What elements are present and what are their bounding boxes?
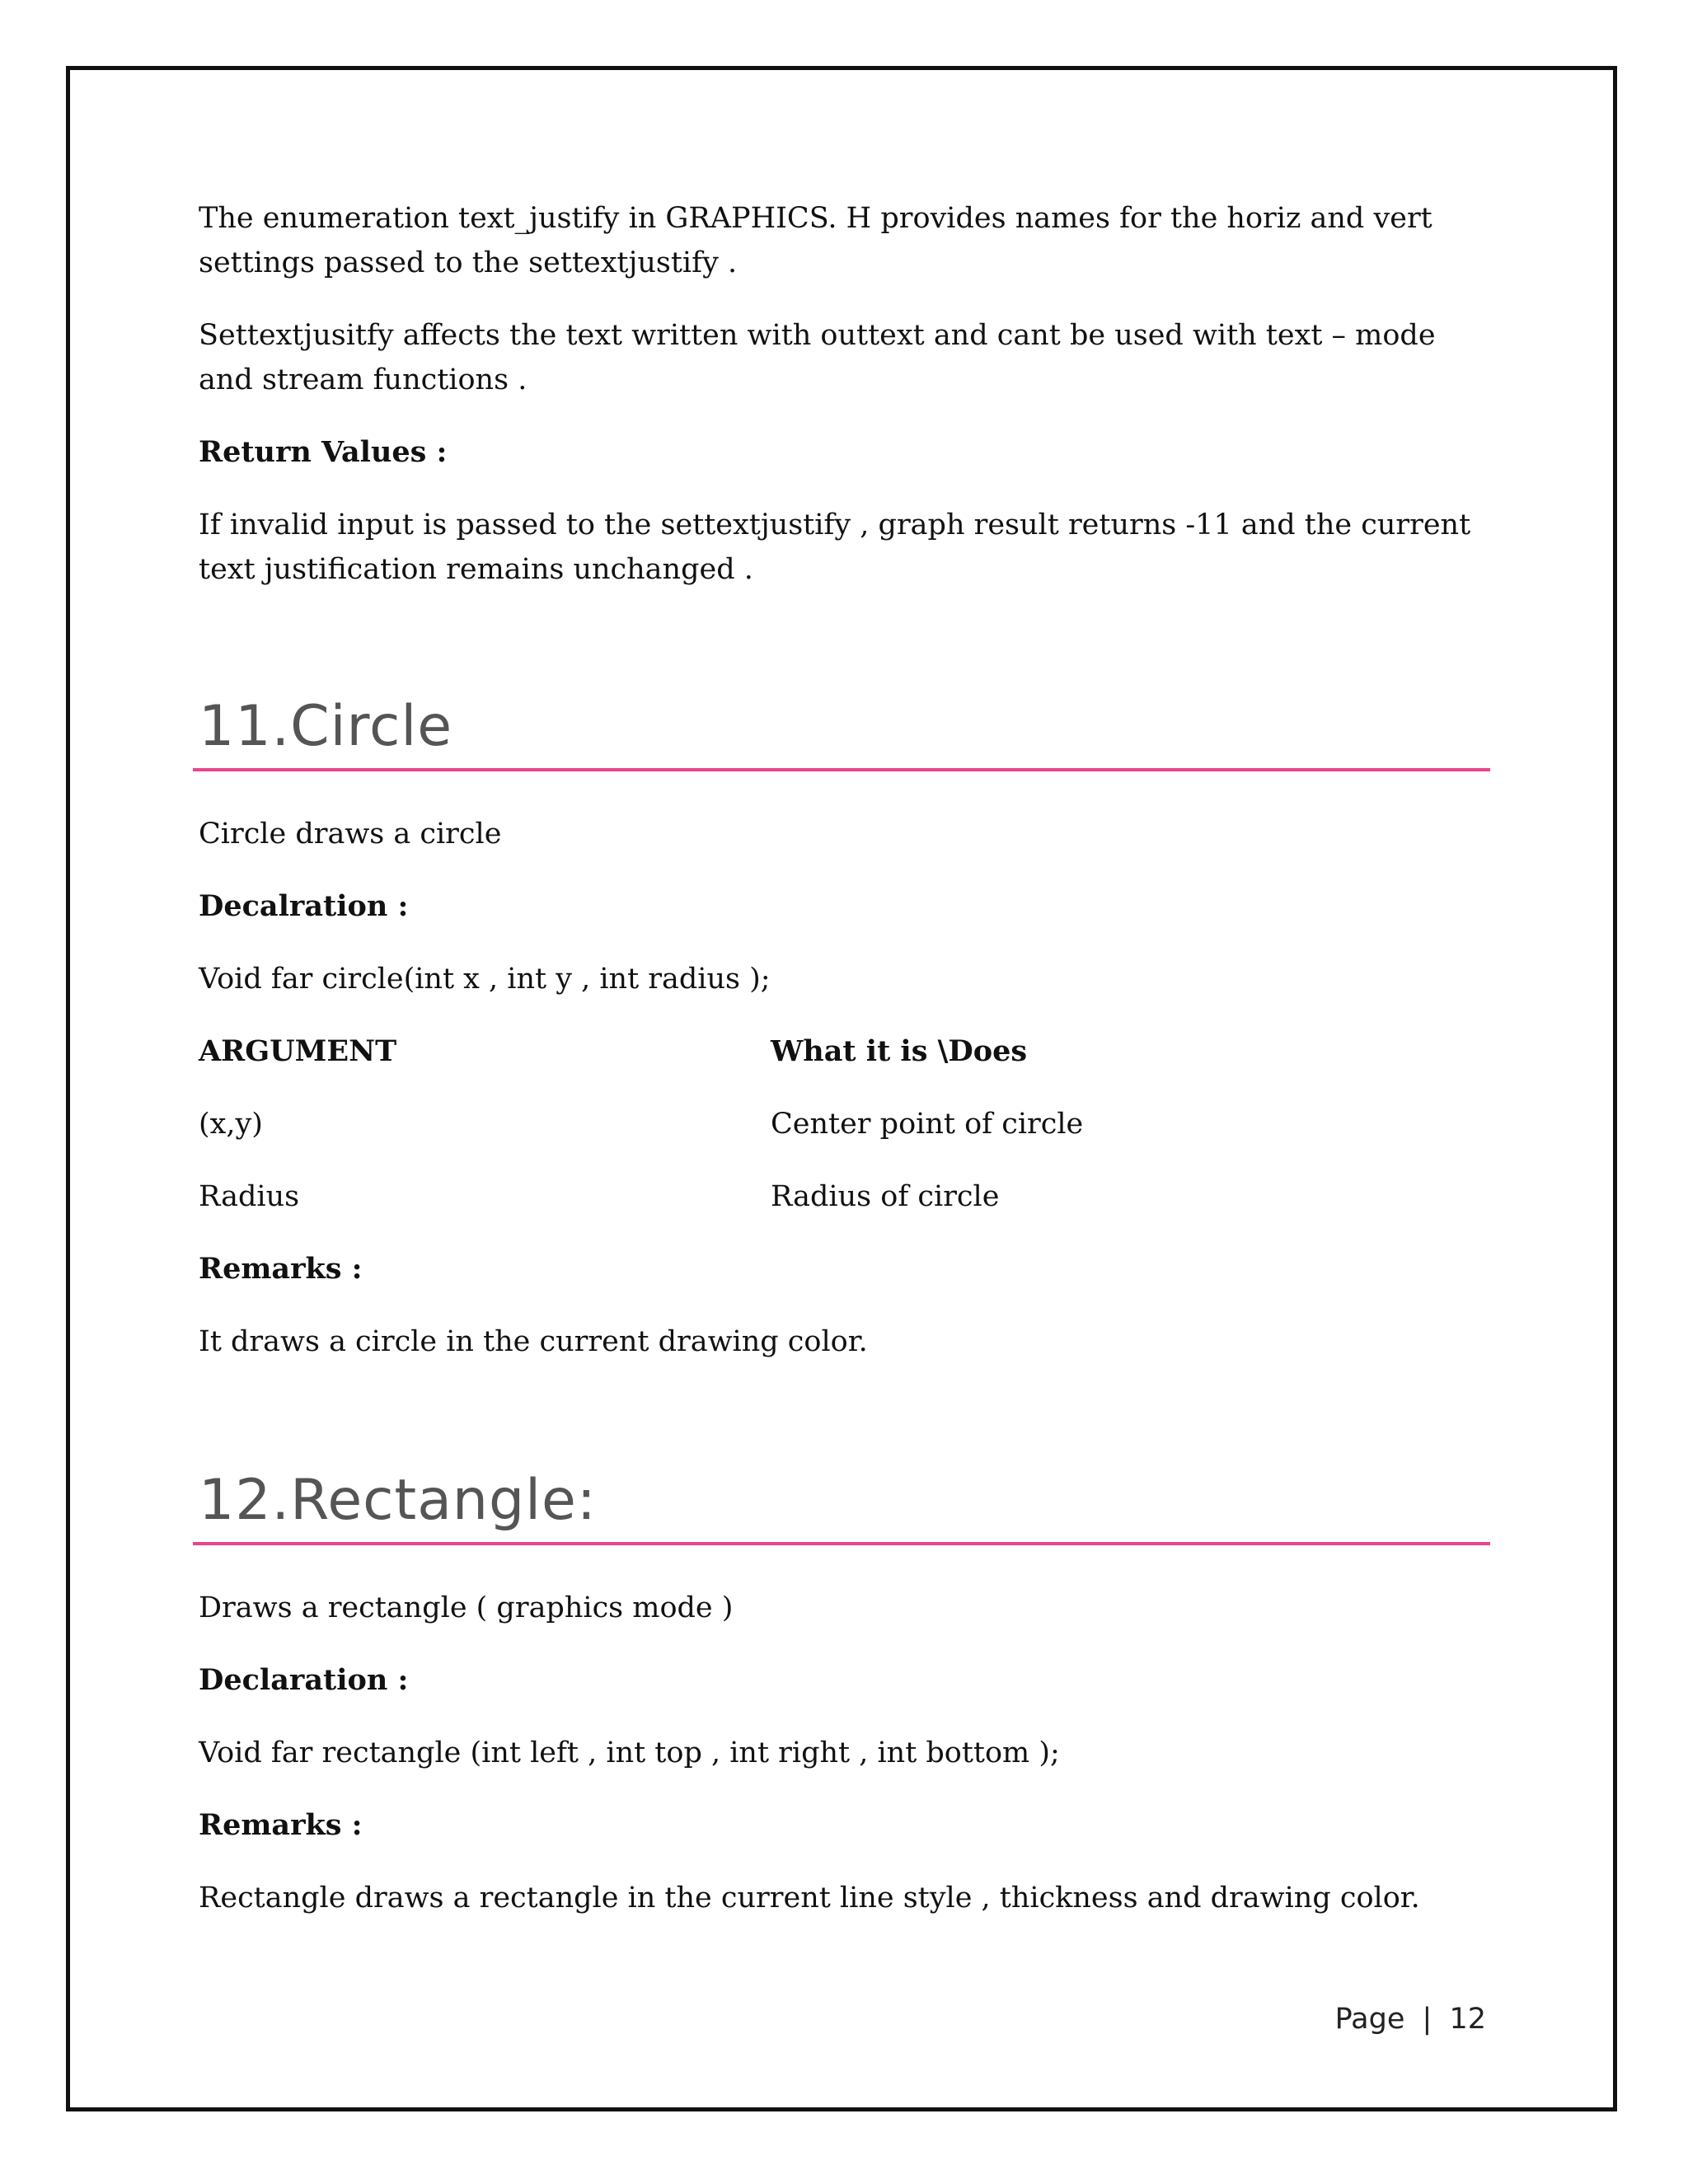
circle-declaration-heading: Decalration : bbox=[199, 889, 409, 923]
argument-cell: Radius bbox=[199, 1180, 300, 1213]
argument-cell: (x,y) bbox=[199, 1108, 263, 1141]
circle-remarks: It draws a circle in the current drawing color. bbox=[199, 1325, 868, 1358]
what-column-header: What it is \Does bbox=[771, 1034, 1028, 1068]
return-values-text: If invalid input is passed to the settextjustify , graph result returns -11 and the current text justification remains unchanged . bbox=[199, 509, 1471, 586]
rectangle-remarks-heading: Remarks : bbox=[199, 1808, 363, 1842]
argument-column-header: ARGUMENT bbox=[199, 1034, 397, 1068]
rectangle-remarks: Rectangle draws a rectangle in the current line style , thickness and drawing color. bbox=[199, 1882, 1420, 1915]
circle-remarks-heading: Remarks : bbox=[199, 1252, 363, 1286]
argument-row bbox=[199, 1102, 1484, 1146]
page-separator: | bbox=[1422, 2003, 1432, 2036]
rectangle-declaration-heading: Declaration : bbox=[199, 1663, 409, 1697]
return-values-heading: Return Values : bbox=[199, 435, 448, 469]
intro-paragraph-2: Settextjusitfy affects the text written with outtext and cant be used with text – mode and stream functions . bbox=[199, 319, 1436, 396]
rectangle-description: Draws a rectangle ( graphics mode ) bbox=[199, 1591, 734, 1624]
circle-heading: 11.Circle bbox=[199, 694, 453, 759]
page-label: Page bbox=[1334, 2003, 1405, 2036]
rectangle-declaration: Void far rectangle (int left , int top , int right , int bottom ); bbox=[199, 1736, 1060, 1769]
circle-declaration: Void far circle(int x , int y , int radius ); bbox=[199, 963, 771, 996]
rectangle-heading-rule bbox=[193, 1542, 1490, 1545]
intro-paragraph-1: The enumeration text_justify in GRAPHICS. H provides names for the horiz and vert settings passed to the settextjustify . bbox=[199, 202, 1432, 279]
argument-table-header bbox=[199, 1029, 1484, 1074]
circle-description: Circle draws a circle bbox=[199, 818, 502, 851]
rectangle-heading: 12.Rectangle: bbox=[199, 1468, 597, 1533]
circle-heading-rule bbox=[193, 768, 1490, 771]
page-number: 12 bbox=[1449, 2003, 1486, 2036]
argument-row bbox=[199, 1174, 1484, 1219]
page-footer bbox=[1335, 2003, 1486, 2036]
description-cell: Radius of circle bbox=[771, 1180, 1000, 1213]
description-cell: Center point of circle bbox=[771, 1108, 1084, 1141]
